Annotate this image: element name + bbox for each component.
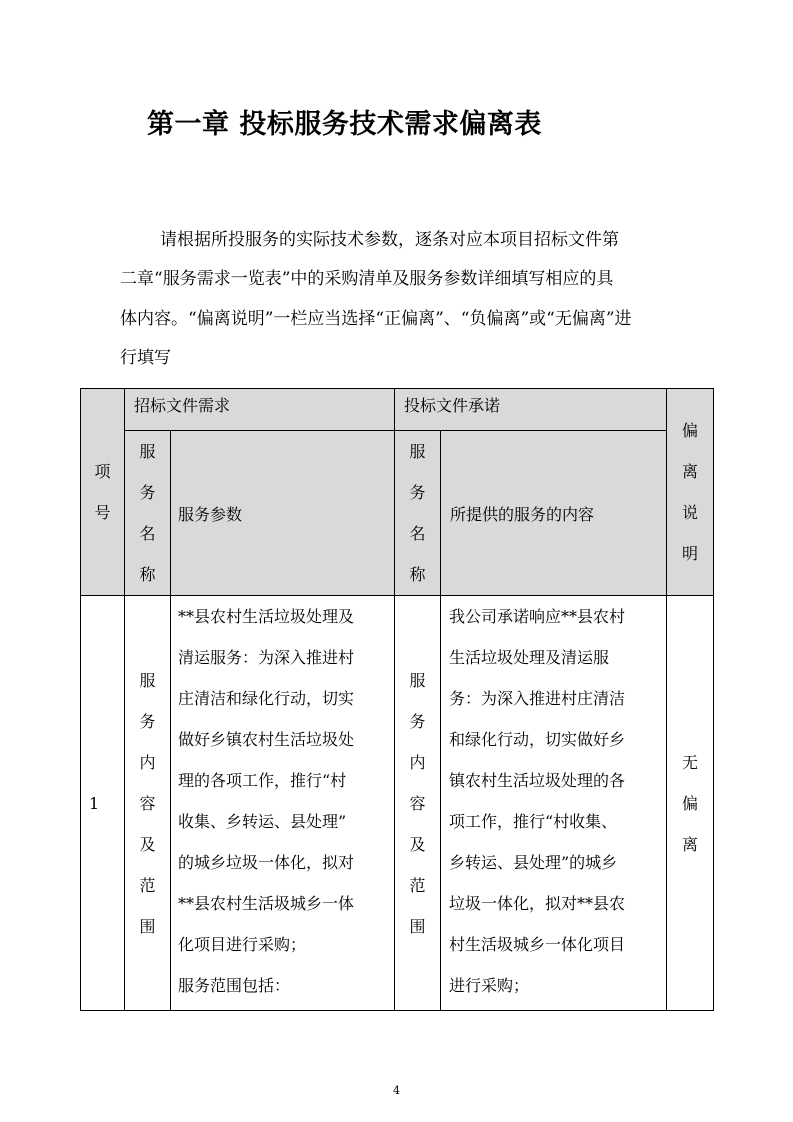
cell-item-no: 1 (81, 596, 125, 1011)
cell-service-name-2: 服 务 内 容 及 范 围 (395, 596, 441, 1011)
cell-provided-content: 我公司承诺响应**县农村 生活垃圾处理及清运服 务：为深入推进村庄清洁 和绿化行动，切实做好乡 镇农村生活垃圾处理的各 项工作，推行“村收集、 乡转运、县处理”的城乡 垃圾一体化，拟对**县农 村生活圾城乡一体化项目 进行采购； (441, 596, 667, 1011)
header-service-params: 服务参数 (171, 431, 395, 596)
table-row (81, 596, 714, 1011)
intro-line: 请根据所投服务的实际技术参数，逐条对应本项目招标文件第 (160, 230, 619, 250)
deviation-table (80, 388, 714, 1011)
header-provided-content: 所提供的服务的内容 (441, 431, 667, 596)
intro-line: 二章“服务需求一览表”中的采购清单及服务参数详细填写相应的具 (120, 269, 614, 289)
header-item-no: 项 号 (81, 389, 125, 596)
header-service-name: 服 务 名 称 (125, 431, 171, 596)
cell-service-name: 服 务 内 容 及 范 围 (125, 596, 171, 1011)
chapter-title: 第一章 投标服务技术需求偏离表 (147, 109, 542, 140)
page-number: 4 (393, 1084, 400, 1097)
header-service-name-2: 服 务 名 称 (395, 431, 441, 596)
intro-line: 体内容。“偏离说明”一栏应当选择“正偏离”、“负偏离”或“无偏离”进 (120, 309, 632, 329)
cell-deviation: 无 偏 离 (667, 596, 714, 1011)
header-deviation: 偏 离 说 明 (667, 389, 714, 596)
header-bid-commitment: 投标文件承诺 (395, 389, 667, 431)
intro-line: 行填写 (120, 348, 171, 368)
header-tender-requirements: 招标文件需求 (125, 389, 395, 431)
cell-service-params: **县农村生活垃圾处理及 清运服务：为深入推进村 庄清洁和绿化行动，切实 做好乡镇农村生活垃圾处 理的各项工作，推行“村 收集、乡转运、县处理” 的城乡垃圾一体化，拟对 **县农村生活圾城乡一体 化项目进行采购； 服务范围包括： (171, 596, 395, 1011)
